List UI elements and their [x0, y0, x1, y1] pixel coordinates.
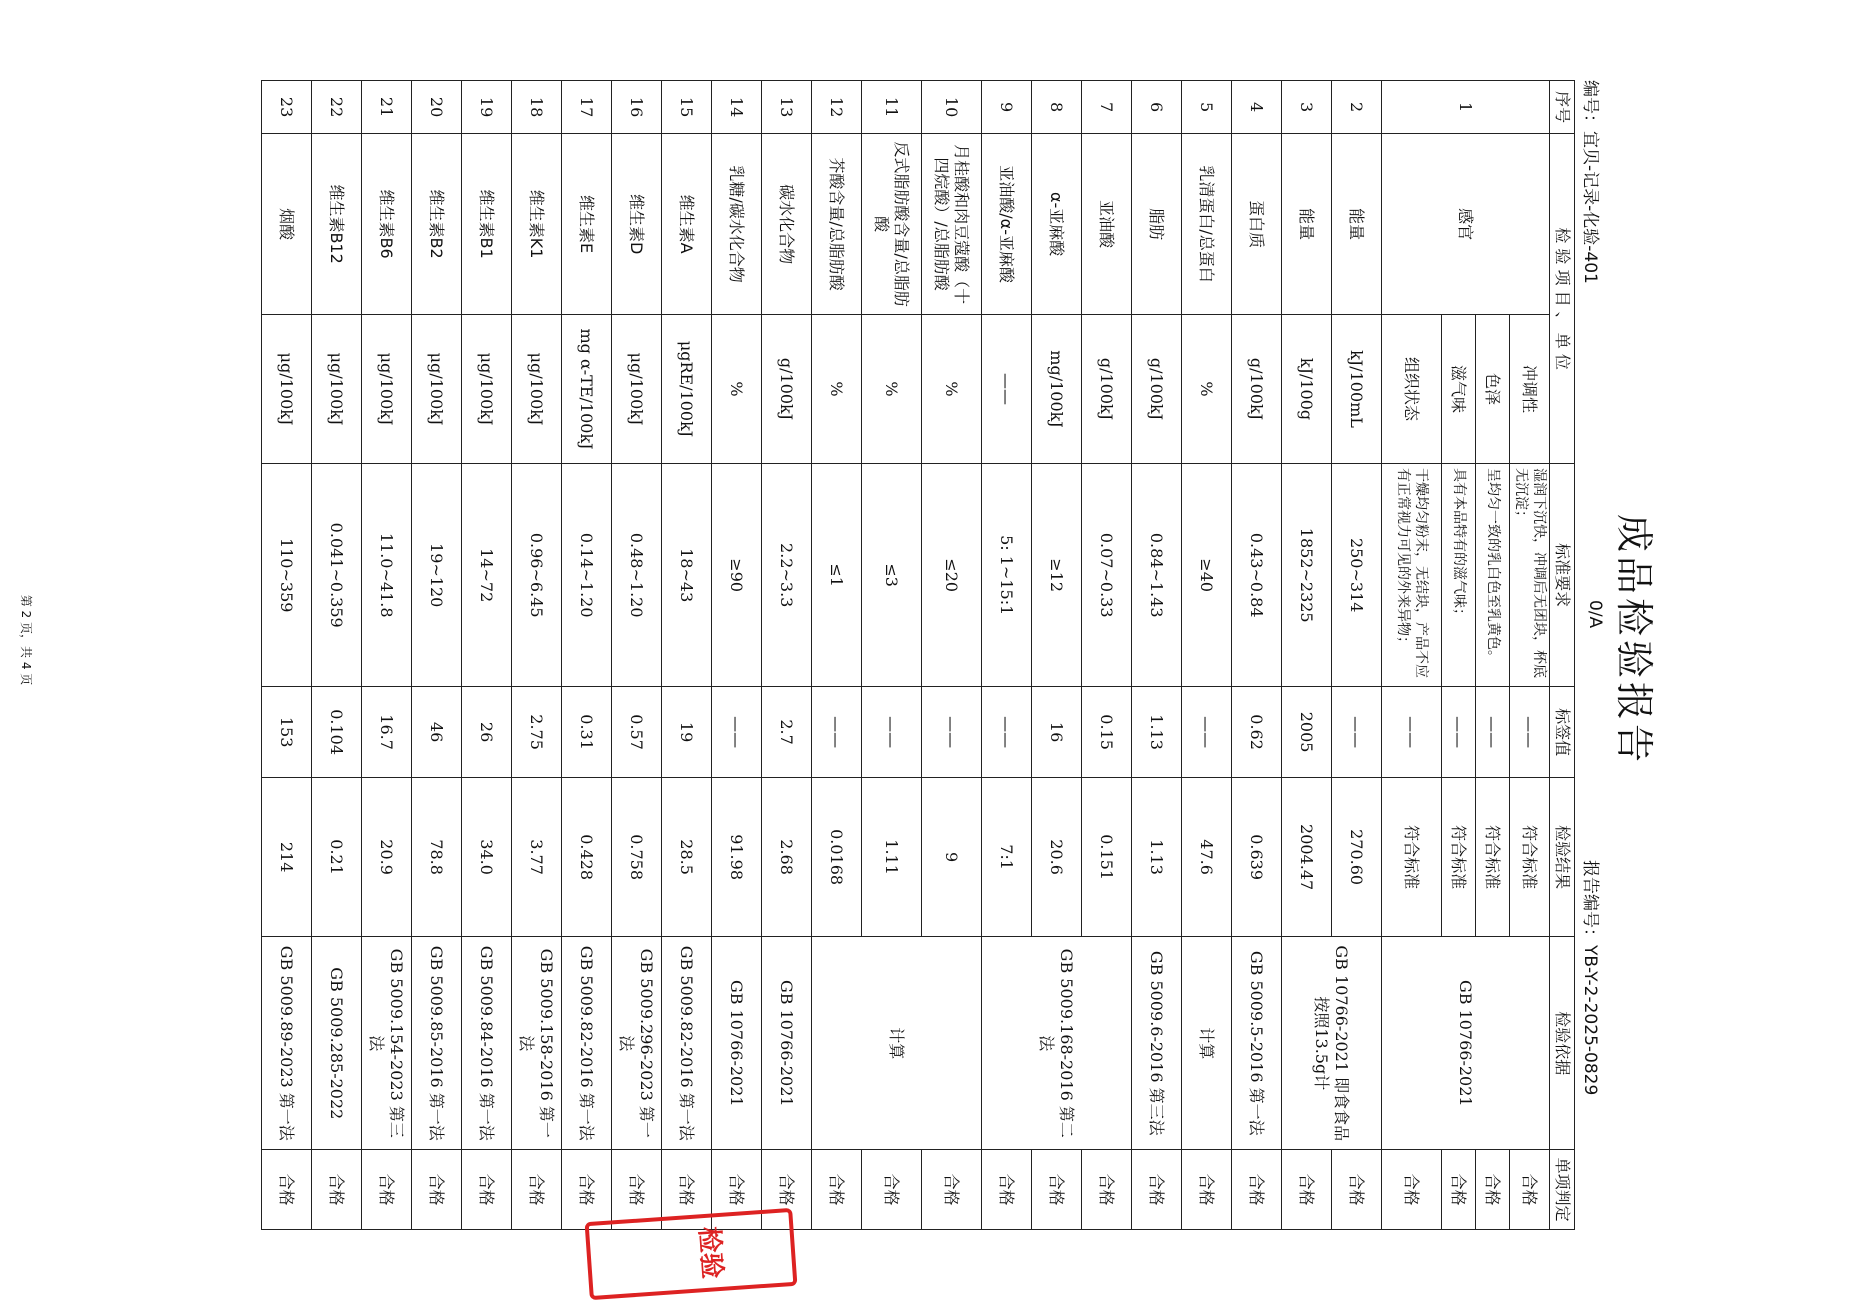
table-row [262, 81, 312, 1230]
cell-basis: GB 5009.89-2023 第一法 [262, 937, 312, 1150]
cell-label: 0.104 [312, 687, 362, 777]
cell-judge: 合格 [712, 1150, 762, 1230]
cell-item: 维生素B2 [412, 134, 462, 315]
cell-unit: kJ/100g [1282, 315, 1332, 464]
cell-item: 维生素K1 [512, 134, 562, 315]
cell-judge: 合格 [1442, 1150, 1476, 1230]
col-judgement: 单项判定 [1550, 1150, 1575, 1230]
cell-unit: 组织状态 [1382, 315, 1442, 464]
cell-item: 维生素B1 [462, 134, 512, 315]
cell-label: 2.7 [762, 687, 812, 777]
cell-standard: 14~72 [462, 463, 512, 686]
cell-basis: GB 5009.285-2022 [312, 937, 362, 1150]
cell-judge: 合格 [1182, 1150, 1232, 1230]
inspection-stamp [585, 1208, 798, 1300]
inspection-table [261, 80, 1575, 1230]
cell-unit: 冲调性 [1510, 315, 1550, 464]
cell-judge: 合格 [862, 1150, 922, 1230]
cell-label: —— [1332, 687, 1382, 777]
cell-basis: GB 5009.82-2016 第一法 [662, 937, 712, 1150]
cell-standard: ≤20 [922, 463, 982, 686]
cell-standard: ≤3 [862, 463, 922, 686]
cell-item: 碳水化合物 [762, 134, 812, 315]
cell-seq: 11 [862, 81, 922, 134]
cell-judge: 合格 [812, 1150, 862, 1230]
cell-judge: 合格 [1476, 1150, 1510, 1230]
cell-judge: 合格 [1032, 1150, 1082, 1230]
cell-label: 0.62 [1232, 687, 1282, 777]
report-number: 报告编号：YB-Y-2-2025-0829 [1580, 860, 1600, 1096]
cell-unit: % [862, 315, 922, 464]
cell-unit: % [922, 315, 982, 464]
cell-standard: 18~43 [662, 463, 712, 686]
table-row [1332, 81, 1382, 1230]
cell-result: 2004.47 [1282, 777, 1332, 937]
cell-judge: 合格 [1332, 1150, 1382, 1230]
cell-seq: 1 [1382, 81, 1550, 134]
cell-item: 感官 [1382, 134, 1550, 315]
cell-standard: ≤1 [812, 463, 862, 686]
cell-standard: 0.041~0.359 [312, 463, 362, 686]
cell-item: 烟酸 [262, 134, 312, 315]
cell-judge: 合格 [922, 1150, 982, 1230]
cell-label: —— [1182, 687, 1232, 777]
cell-result: 34.0 [462, 777, 512, 937]
cell-standard: ≥12 [1032, 463, 1082, 686]
cell-label: 1.13 [1132, 687, 1182, 777]
cell-seq: 4 [1232, 81, 1282, 134]
cell-seq: 14 [712, 81, 762, 134]
cell-seq: 10 [922, 81, 982, 134]
cell-item: 亚油酸/α-亚麻酸 [982, 134, 1032, 315]
cell-judge: 合格 [562, 1150, 612, 1230]
cell-unit: 色泽 [1476, 315, 1510, 464]
cell-result: 7:1 [982, 777, 1032, 937]
cell-item: 反式脂肪酸含量/总脂肪酸 [862, 134, 922, 315]
header-row [1550, 81, 1575, 1230]
cell-seq: 17 [562, 81, 612, 134]
cell-label: 2.75 [512, 687, 562, 777]
cell-basis: GB 10766-2021 即食食品按照13.5g计 [1282, 937, 1382, 1150]
cell-unit: % [1182, 315, 1232, 464]
cell-item: 芥酸含量/总脂肪酸 [812, 134, 862, 315]
cell-seq: 8 [1032, 81, 1082, 134]
col-basis: 检验依据 [1550, 937, 1575, 1150]
col-result: 检验结果 [1550, 777, 1575, 937]
col-item-unit: 检 验 项 目 、 单 位 [1550, 134, 1575, 464]
cell-standard: 250~314 [1332, 463, 1382, 686]
cell-label: —— [862, 687, 922, 777]
cell-result: 0.428 [562, 777, 612, 937]
cell-standard: 呈均匀一致的乳白色至乳黄色。 [1476, 463, 1510, 686]
table-row [762, 81, 812, 1230]
cell-seq: 20 [412, 81, 462, 134]
cell-unit: μg/100kJ [262, 315, 312, 464]
cell-item: 维生素B12 [312, 134, 362, 315]
cell-judge: 合格 [612, 1150, 662, 1230]
cell-standard: 5: 1~15:1 [982, 463, 1032, 686]
cell-item: 蛋白质 [1232, 134, 1282, 315]
stamp-label: 检验 [693, 1225, 727, 1280]
cell-unit: g/100kJ [1232, 315, 1282, 464]
cell-standard: 具有本品特有的滋气味； [1442, 463, 1476, 686]
cell-item: 乳清蛋白/总蛋白 [1182, 134, 1232, 315]
cell-label: 0.57 [612, 687, 662, 777]
cell-label: 19 [662, 687, 712, 777]
cell-item: 脂肪 [1132, 134, 1182, 315]
cell-result: 符合标准 [1510, 777, 1550, 937]
cell-basis: GB 5009.154-2023 第三法 [362, 937, 412, 1150]
page-footer: 第 2 页，共 4 页 [19, 594, 33, 686]
cell-item: α-亚麻酸 [1032, 134, 1082, 315]
cell-unit: μg/100kJ [362, 315, 412, 464]
cell-seq: 12 [812, 81, 862, 134]
cell-basis: GB 5009.158-2016 第一法 [512, 937, 562, 1150]
col-seq: 序号 [1550, 81, 1575, 134]
table-row [362, 81, 412, 1230]
cell-basis: 计算 [1182, 937, 1232, 1150]
cell-result: 270.60 [1332, 777, 1382, 937]
cell-result: 28.5 [662, 777, 712, 937]
cell-unit: mg/100kJ [1032, 315, 1082, 464]
version: 0/A [1585, 600, 1605, 629]
cell-result: 20.9 [362, 777, 412, 937]
cell-item: 能量 [1332, 134, 1382, 315]
cell-judge: 合格 [1282, 1150, 1332, 1230]
cell-standard: ≥90 [712, 463, 762, 686]
cell-judge: 合格 [1082, 1150, 1132, 1230]
cell-result: 0.151 [1082, 777, 1132, 937]
cell-label: —— [712, 687, 762, 777]
cell-label: —— [922, 687, 982, 777]
cell-basis: GB 10766-2021 [762, 937, 812, 1150]
cell-result: 9 [922, 777, 982, 937]
cell-judge: 合格 [412, 1150, 462, 1230]
cell-standard: 19~120 [412, 463, 462, 686]
table-row [412, 81, 462, 1230]
cell-unit: μg/100kJ [462, 315, 512, 464]
cell-seq: 9 [982, 81, 1032, 134]
cell-seq: 6 [1132, 81, 1182, 134]
cell-label: 16 [1032, 687, 1082, 777]
cell-unit: g/100kJ [1132, 315, 1182, 464]
cell-label: 46 [412, 687, 462, 777]
cell-seq: 13 [762, 81, 812, 134]
cell-seq: 19 [462, 81, 512, 134]
cell-basis: GB 5009.296-2023 第一法 [612, 937, 662, 1150]
cell-result: 1.13 [1132, 777, 1182, 937]
cell-judge: 合格 [762, 1150, 812, 1230]
cell-item: 维生素B6 [362, 134, 412, 315]
cell-judge: 合格 [662, 1150, 712, 1230]
cell-judge: 合格 [462, 1150, 512, 1230]
cell-basis: GB 10766-2021 [1382, 937, 1550, 1150]
cell-label: 0.31 [562, 687, 612, 777]
report-title: 成品检验报告 [1612, 513, 1656, 766]
cell-unit: —— [982, 315, 1032, 464]
cell-unit: 滋气味 [1442, 315, 1476, 464]
cell-standard: 0.84~1.43 [1132, 463, 1182, 686]
cell-unit: μg/100kJ [312, 315, 362, 464]
table-row [1082, 81, 1132, 1230]
cell-seq: 5 [1182, 81, 1232, 134]
cell-result: 符合标准 [1442, 777, 1476, 937]
cell-standard: 0.48~1.20 [612, 463, 662, 686]
cell-label: 16.7 [362, 687, 412, 777]
cell-label: —— [812, 687, 862, 777]
cell-judge: 合格 [1382, 1150, 1442, 1230]
cell-judge: 合格 [1132, 1150, 1182, 1230]
cell-seq: 23 [262, 81, 312, 134]
cell-result: 20.6 [1032, 777, 1082, 937]
cell-unit: % [812, 315, 862, 464]
cell-result: 0.639 [1232, 777, 1282, 937]
cell-judge: 合格 [362, 1150, 412, 1230]
cell-item: 乳糖/碳水化合物 [712, 134, 762, 315]
cell-unit: % [712, 315, 762, 464]
cell-standard: ≥40 [1182, 463, 1232, 686]
table-row [922, 81, 982, 1230]
cell-result: 2.68 [762, 777, 812, 937]
cell-basis: GB 5009.6-2016 第三法 [1132, 937, 1182, 1150]
table-row [612, 81, 662, 1230]
cell-judge: 合格 [262, 1150, 312, 1230]
cell-unit: μgRE/100kJ [662, 315, 712, 464]
cell-standard: 11.0~41.8 [362, 463, 412, 686]
cell-item: 月桂酸和肉豆蔻酸（十四烷酸）/总脂肪酸 [922, 134, 982, 315]
table-row [1510, 81, 1550, 1230]
cell-seq: 3 [1282, 81, 1332, 134]
table-row [462, 81, 512, 1230]
cell-result: 3.77 [512, 777, 562, 937]
cell-unit: kJ/100mL [1332, 315, 1382, 464]
cell-unit: μg/100kJ [512, 315, 562, 464]
cell-standard: 0.43~0.84 [1232, 463, 1282, 686]
cell-item: 维生素E [562, 134, 612, 315]
table-row [662, 81, 712, 1230]
cell-standard: 2.2~3.3 [762, 463, 812, 686]
cell-basis: 计算 [812, 937, 982, 1150]
cell-item: 维生素A [662, 134, 712, 315]
table-row [562, 81, 612, 1230]
cell-basis: GB 5009.5-2016 第一法 [1232, 937, 1282, 1150]
cell-standard: 湿润下沉快，冲调后无团块，杯底无沉淀； [1510, 463, 1550, 686]
cell-standard: 0.14~1.20 [562, 463, 612, 686]
cell-basis: GB 10766-2021 [712, 937, 762, 1150]
cell-judge: 合格 [1510, 1150, 1550, 1230]
col-label-value: 标签值 [1550, 687, 1575, 777]
table-row [1182, 81, 1232, 1230]
col-standard: 标准要求 [1550, 463, 1575, 686]
table-body [262, 81, 1550, 1230]
cell-item: 维生素D [612, 134, 662, 315]
cell-unit: g/100kJ [762, 315, 812, 464]
table-row [1232, 81, 1282, 1230]
cell-result: 1.11 [862, 777, 922, 937]
cell-result: 符合标准 [1382, 777, 1442, 937]
cell-standard: 110~359 [262, 463, 312, 686]
cell-label: —— [1382, 687, 1442, 777]
cell-result: 0.758 [612, 777, 662, 937]
cell-seq: 7 [1082, 81, 1132, 134]
cell-result: 91.98 [712, 777, 762, 937]
table-row [712, 81, 762, 1230]
cell-label: —— [1442, 687, 1476, 777]
cell-seq: 22 [312, 81, 362, 134]
cell-label: 2005 [1282, 687, 1332, 777]
cell-result: 0.0168 [812, 777, 862, 937]
cell-result: 符合标准 [1476, 777, 1510, 937]
cell-result: 214 [262, 777, 312, 937]
cell-label: —— [1476, 687, 1510, 777]
cell-result: 0.21 [312, 777, 362, 937]
cell-seq: 21 [362, 81, 412, 134]
cell-standard: 干燥均匀粉末，无结块，产品不应有正常视力可见的外来异物； [1382, 463, 1442, 686]
cell-basis: GB 5009.82-2016 第一法 [562, 937, 612, 1150]
table-row [312, 81, 362, 1230]
cell-label: 26 [462, 687, 512, 777]
cell-judge: 合格 [312, 1150, 362, 1230]
cell-standard: 0.07~0.33 [1082, 463, 1132, 686]
cell-seq: 18 [512, 81, 562, 134]
cell-item: 能量 [1282, 134, 1332, 315]
cell-result: 47.6 [1182, 777, 1232, 937]
cell-unit: μg/100kJ [612, 315, 662, 464]
table-row [1132, 81, 1182, 1230]
cell-judge: 合格 [512, 1150, 562, 1230]
cell-label: —— [1510, 687, 1550, 777]
cell-unit: mg α-TE/100kJ [562, 315, 612, 464]
cell-result: 78.8 [412, 777, 462, 937]
cell-basis: GB 5009.84-2016 第一法 [462, 937, 512, 1150]
cell-judge: 合格 [982, 1150, 1032, 1230]
cell-label: —— [982, 687, 1032, 777]
doc-code: 编号：宜贝-记录-化验-401 [1580, 80, 1600, 284]
cell-label: 0.15 [1082, 687, 1132, 777]
cell-standard: 1852~2325 [1282, 463, 1332, 686]
table-row [512, 81, 562, 1230]
cell-seq: 16 [612, 81, 662, 134]
cell-basis: GB 5009.85-2016 第一法 [412, 937, 462, 1150]
cell-standard: 0.96~6.45 [512, 463, 562, 686]
cell-judge: 合格 [1232, 1150, 1282, 1230]
cell-item: 亚油酸 [1082, 134, 1132, 315]
cell-basis: GB 5009.168-2016 第二法 [982, 937, 1132, 1150]
cell-seq: 15 [662, 81, 712, 134]
cell-unit: g/100kJ [1082, 315, 1132, 464]
cell-label: 153 [262, 687, 312, 777]
cell-seq: 2 [1332, 81, 1382, 134]
cell-unit: μg/100kJ [412, 315, 462, 464]
